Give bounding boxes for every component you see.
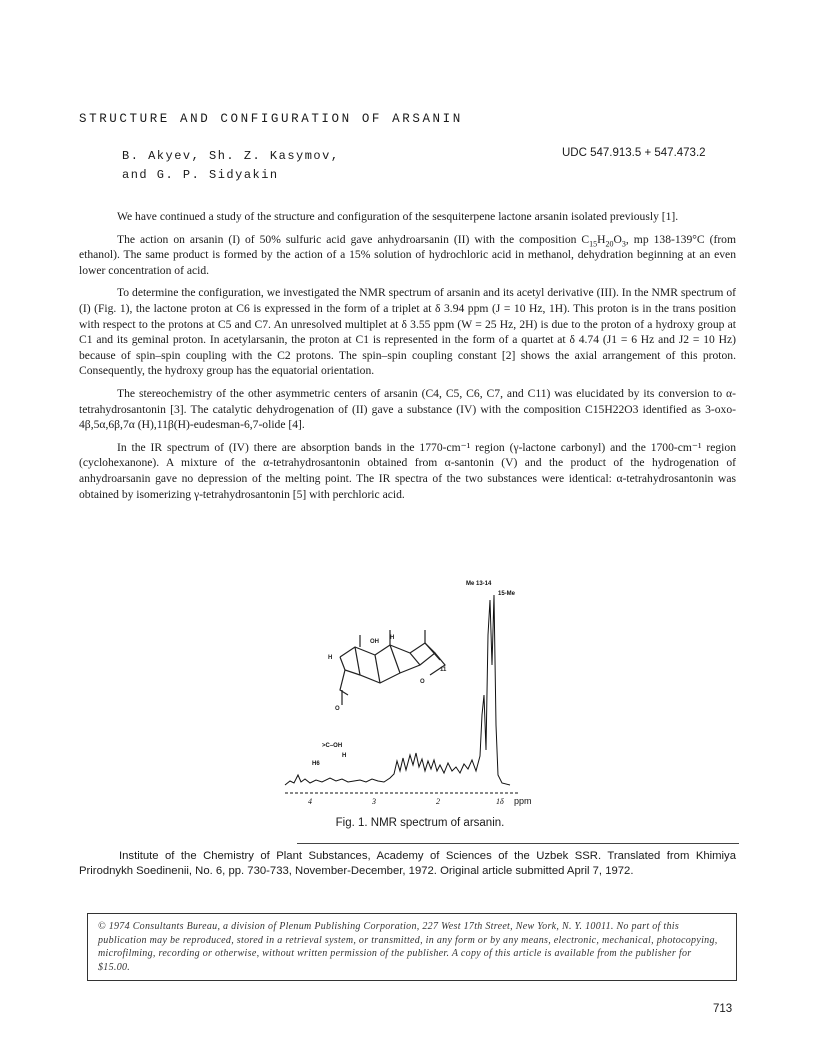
paragraph-2: The action on arsanin (I) of 50% sulfuric acid gave anhydroarsanin (II) with the composition $C_{15}H_{20}O_3$, mp 138-139°C (from ethanol). The same product is formed by the action of a 15% solution of hydrochloric acid in methanol, dehydration beginning at an even lower concentration of acid. [79,232,737,277]
paragraph-3: To determine the configuration, we investigated the NMR spectrum of arsanin and its acetyl derivative (III). In the NMR spectrum of (I) (Fig. 1), the lactone proton at C6 is expressed in the form of a triplet at δ 3.94 ppm (J = 10 Hz, 1H). This proton is in the trans position with respect to the protons at C5 and C7. An unresolved multiplet at δ 3.55 ppm (W = 25 Hz, 2H) is due to the proton of a hydroxy group at C1 and its geminal proton. In acetylarsanin, the proton at C1 is represented in the form of a quartet at δ 4.74 (J1 = 6 Hz and J2 = 10 Hz) because of spin–spin coupling with the C2 protons. The spin–spin coupling constant [2] shows the axial arrangement of this proton. Consequently, the hydroxy group has the equatorial orientation. [79,286,736,378]
paragraph-5: In the IR spectrum of (IV) there are absorption bands in the 1770-cm⁻¹ region (γ-lactone carbonyl) and the 1700-cm⁻¹ region (cyclohexanone). A mixture of the α-tetrahydrosantonin obtained from α-santonin (V) and the product of the hydrogenation of anhydroarsanin gave no depression of the melting point. The IR spectra of the two substances were identical: α-tetrahydrosantonin was obtained by isomerizing γ-tetrahydrosantonin [5] with perchloric acid. [79,440,736,501]
copyright-notice: © 1974 Consultants Bureau, a division of Plenum Publishing Corporation, 227 West 17th Street, New York, N. Y. 10011. No part of this publication may be reproduced, stored in a retrieval system, or transmitted, in any form or by any means, electronic, mechanical, photocopying, microfilming, recording or otherwise, without written permission of the publisher. A copy of this article is available from the publisher for $15.00. [87,913,737,981]
svg-text:O: O [420,679,425,685]
figure-caption: Fig. 1. NMR spectrum of arsanin. [335,817,505,829]
paragraph-1: We have continued a study of the structure and configuration of the sesquiterpene lactone arsanin isolated previously [1]. [117,210,679,223]
tick-label: 2 [436,797,440,806]
unit-label: ppm [514,796,532,806]
mol-atom-h: H [328,655,333,661]
tick-label: 4 [308,797,312,806]
tick-label: 1δ [496,797,504,806]
paragraph-4: The stereochemistry of the other asymmetric centers of arsanin (C4, C5, C6, C7, and C11) was elucidated by its conversion to α-tetrahydrosantonin [3]. The catalytic dehydrogenation of (II) gave a substance (IV) with the composition C15H22O3 identified as 3-oxo-4β,5α,6β,7α (H),11β(H)-eudesman-6,7-olide [4]. [79,386,736,432]
svg-text:OH: OH [370,639,379,645]
page-number: 713 [713,1003,733,1015]
label-15-me: 15-Me [498,591,516,597]
label-h: H [342,753,347,759]
nmr-spectrum-plot [270,575,560,810]
svg-text:11: 11 [440,667,447,673]
svg-text:H: H [390,635,395,641]
footnote-rule [297,843,739,844]
x-axis-ticks [308,797,504,806]
udc-code: UDC 547.913.5 + 547.473.2 [562,147,706,159]
article-title: STRUCTURE AND CONFIGURATION OF ARSANIN [79,112,463,126]
tick-label: 3 [372,797,376,806]
author-list [122,147,340,185]
article-body [79,209,736,509]
molecule-structure [340,630,445,705]
authors-line-1: B. Akyev, Sh. Z. Kasymov, [122,149,340,163]
label-h6: H6 [312,761,320,767]
nmr-figure [270,575,560,815]
authors-line-2: and G. P. Sidyakin [122,168,279,182]
affiliation-note: Institute of the Chemistry of Plant Substances, Academy of Sciences of the Uzbek SSR. Translated from Khimiya Prirodnykh Soedinenii, No. 6, pp. 730-733, November-December, 1972. Original article submitted April 7, 1972. [79,850,736,877]
svg-text:O: O [335,706,340,712]
label-me-13-14: Me 13-14 [466,581,492,587]
label-c-oh: >C–OH [322,743,343,749]
spectrum-trace [285,595,510,785]
